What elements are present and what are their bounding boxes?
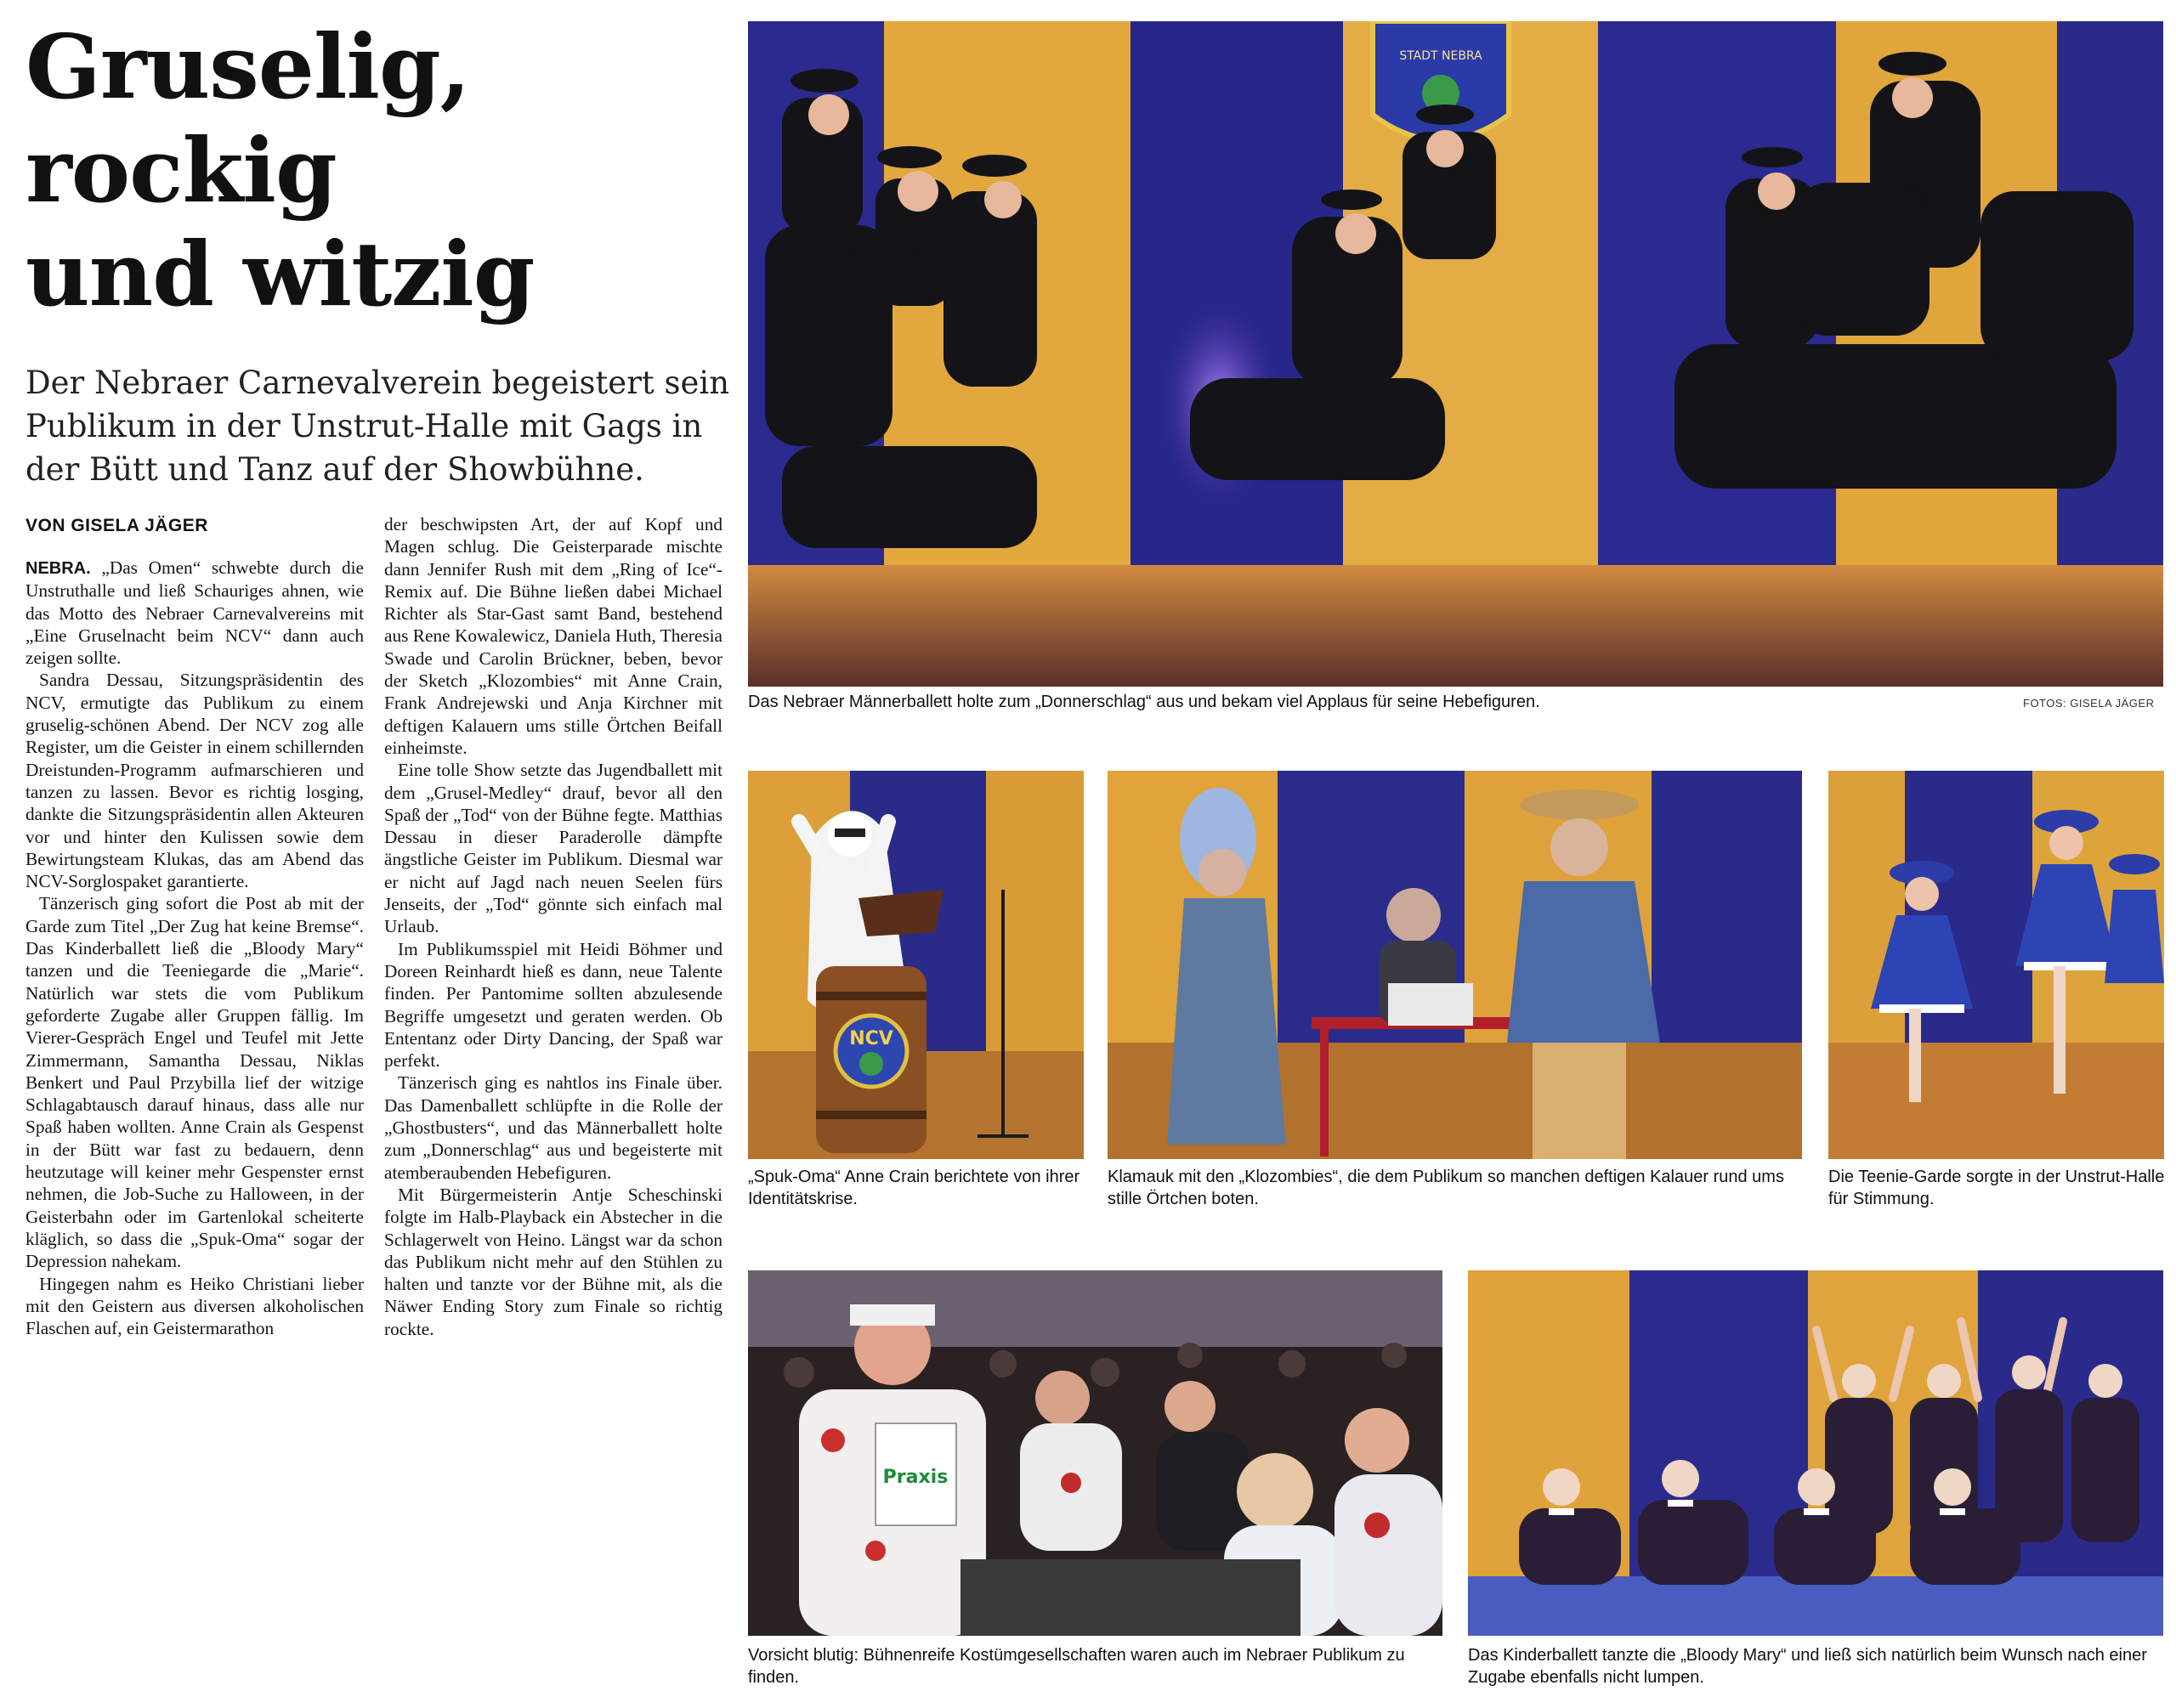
paragraph-5: der beschwipsten Art, der auf Kopf und Magen schlug. Die Geisterparade mischte dann Jennifer Rush mit dem „Ring of Ice“-Remix auf. Die Bühne ließen dabei Michael Richter als Star-Gast samt Band, bestehend aus Rene Kowalewicz, Daniela Huth, Theresia Swade und Carolin Brückner, beben, bevor der Sketch „Klozombies“ mit Anne Crain, Frank Andrejewski und Anja Kirchner mit deftigen Kalauern ums stille Örtchen Beifall einheimste. [384,514,722,758]
photo-audience [748,1270,1442,1636]
svg-text:Praxis: Praxis [882,1467,949,1488]
dateline: NEBRA. [26,559,91,578]
paragraph-1 [26,557,364,669]
paragraph-4: Hingegen nahm es Heiko Christiani lieber mit den Geistern aus diversen alkoholischen Flaschen auf, ein Geistermarathon [26,1273,364,1339]
paragraph-9: Mit Bürgermeisterin Antje Scheschinski folgte im Halb-Playback ein Abstecher in die Schlagerwelt von Heino. Längst war da schon das Publikum nicht mehr auf den Stühlen zu halten und tanzte vor der Bühne mit, als die Näwer Ending Story zum Finale so richtig rockte. [384,1184,722,1339]
body-column-1 [26,557,364,1691]
caption-maennerballett: Das Nebraer Männerballett holte zum „Donnerschlag“ aus und bekam viel Applaus für seine Hebefiguren. [748,693,1540,711]
photo-klozombies [1108,771,1802,1159]
photo-teenie-garde [1828,771,2164,1159]
photo-credit: FOTOS: GISELA JÄGER [2023,697,2155,710]
paragraph-2: Sandra Dessau, Sitzungspräsidentin des NCV, ermutigte das Publikum zu einem gruselig-schönen Abend. Der NCV zog alle Register, um die Geister in einem schillernden Dreistunden-Programm aufmarschieren und tanzen zu lassen. Bevor es richtig losging, dankte die Sitzungspräsidentin allen Akteuren vor und hinter den Kulissen sowie dem Bewirtungsteam Klukas, das am Abend das NCV-Sorglospaket garantierte. [26,670,364,892]
caption-klozombies: Klamauk mit den „Klozombies“, die dem Publikum so manchen deftigen Kalauer rund ums stille Örtchen boten. [1108,1168,1784,1208]
paragraph-8: Tänzerisch ging es nahtlos ins Finale über. Das Damenballett schlüpfte in die Rolle der „Ghostbusters“, und das Männerballett holte zum „Donnerschlag“ aus und begeisterte mit atemberaubenden Hebefiguren. [384,1072,722,1183]
caption-kinderballett: Das Kinderballett tanzte die „Bloody Mary“ und ließ sich natürlich beim Wunsch nach einer Zugabe ebenfalls nicht lumpen. [1468,1646,2147,1687]
paragraph-1-text: „Das Omen“ schwebte durch die Unstruthalle und ließ Schauriges ahnen, wie das Motto des Nebraer Carnevalvereins mit „Eine Gruselnacht beim NCV“ dann auch zeigen sollte. [26,557,364,669]
headline-line-2: rockig [26,118,337,223]
paragraph-3: Tänzerisch ging sofort die Post ab mit der Garde zum Titel „Der Zug hat keine Bremse“. Das Kinderballett ließ die „Bloody Mary“ tanzen und die Teeniegarde die „Marie“. Natürlich war stets die vom Publikum geforderte Zugabe aller Gruppen fällig. Im Vierer-Gespräch Engel und Teufel mit Jette Zimmermann, Samantha Dessau, Niklas Benkert und Paul Przybilla lief der witzige Schlagabtausch darauf hinaus, dass alle nur Spaß haben wollten. Anne Crain als Gespenst in der Bütt war fast zu bedauern, denn heutzutage will keiner mehr Gespenster ernst nehmen, die Job-Suche zu Halloween, in der Geisterbahn oder im Gartenlokal scheiterte kläglich, so dass die „Spuk-Oma“ sogar der Depression nahekam. [26,893,364,1272]
svg-text:STADT NEBRA: STADT NEBRA [1399,49,1482,63]
body-column-2 [384,513,722,1694]
photo-kinderballett [1468,1270,2163,1636]
caption-teenie-garde: Die Teenie-Garde sorgte in der Unstrut-Halle für Stimmung. [1828,1168,2165,1208]
photo-maennerballett [748,21,2163,687]
paragraph-7: Im Publikumsspiel mit Heidi Böhmer und Doreen Reinhardt hieß es dann, neue Talente finden. Per Pantomime sollten abzulesende Begriffe umgesetzt und geraten werden. Ob Ententanz oder Dirty Dancing, der Spaß war perfekt. [384,938,722,1072]
article-headline [26,15,722,326]
photo-spuk-oma [748,771,1084,1159]
caption-spuk-oma: „Spuk-Oma“ Anne Crain berichtete von ihrer Identitätskrise. [748,1168,1080,1208]
headline-line-1: Gruselig, [26,14,470,119]
byline: VON GISELA JÄGER [26,516,208,535]
svg-text:NCV: NCV [849,1028,893,1049]
caption-audience: Vorsicht blutig: Bühnenreife Kostümgesellschaften waren auch im Nebraer Publikum zu finden. [748,1646,1405,1687]
paragraph-6: Eine tolle Show setzte das Jugendballett mit dem „Grusel-Medley“ drauf, bevor all den Spaß der „Tod“ von der Bühne fegte. Matthias Dessau in dieser Paraderolle dämpfte ängstliche Geister im Publikum. Diesmal war er nicht auf Jagd nach neuen Seelen fürs Jenseits, der „Tod“ gönnte sich einfach mal Urlaub. [384,760,722,937]
article-subheadline: Der Nebraer Carnevalverein begeistert sein Publikum in der Unstrut-Halle mit Gags in der Bütt und Tanz auf der Showbühne. [26,365,730,488]
headline-line-3: und witzig [26,222,535,326]
